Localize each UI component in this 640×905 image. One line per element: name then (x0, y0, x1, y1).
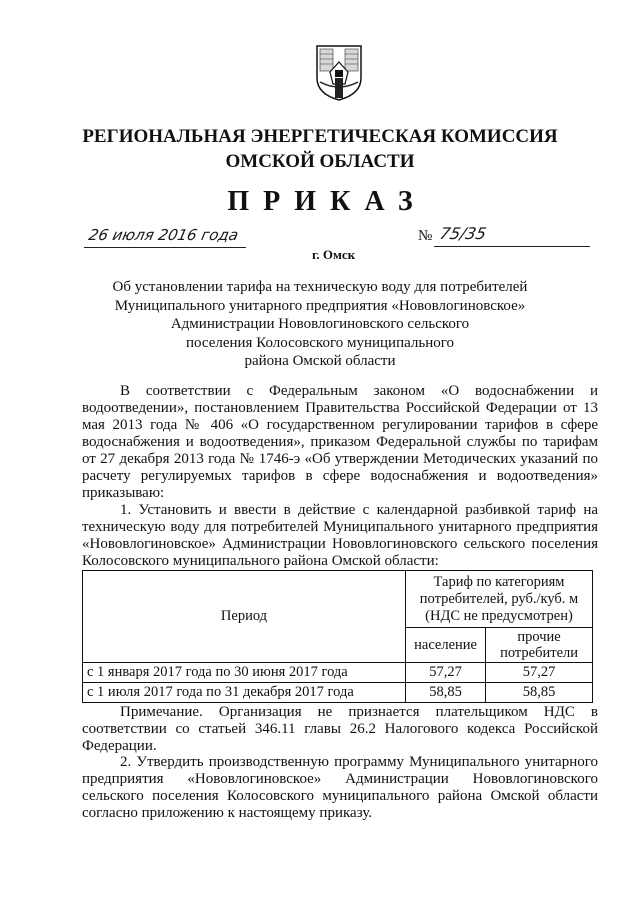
table-row (83, 683, 593, 703)
subject-line: Администрации Нововлогиновского сельского (170, 316, 470, 332)
table-header-row (83, 571, 593, 628)
city-label: г. Омск (312, 247, 356, 262)
organization-name-line1: РЕГИОНАЛЬНАЯ ЭНЕРГЕТИЧЕСКАЯ КОМИССИЯ (82, 126, 558, 147)
period-cell: с 1 июля 2017 года по 31 декабря 2017 года (83, 683, 406, 703)
subject-line: Об установлении тарифа на техническую воду для потребителей (112, 279, 528, 295)
subject-line: района Омской области (244, 353, 396, 369)
period-cell: с 1 января 2017 года по 30 июня 2017 года (83, 663, 406, 683)
organization-name-line2: ОМСКОЙ ОБЛАСТИ (225, 151, 415, 172)
item-2-paragraph: 2. Утвердить производственную программу Муниципального унитарного предприятия «Нововлогиновское» Администрации Нововлогиновского сельского поселения Колосовского муниципального района Омской области согласно приложению к настоящему приказу. (82, 754, 598, 821)
handwritten-order-number: 75/35 (437, 224, 489, 243)
other-tariff-cell: 57,27 (486, 663, 593, 683)
population-column-header: население (406, 628, 486, 663)
tariff-header: Тариф по категориям потребителей, руб./куб. м (НДС не предусмотрен) (406, 571, 593, 628)
tariff-table (82, 570, 593, 703)
coat-of-arms-emblem (314, 42, 364, 102)
other-consumers-column-header: прочие потребители (486, 628, 593, 663)
preamble-paragraph: В соответствии с Федеральным законом «О водоснабжении и водоотведении», постановлением Правительства Российской Федерации от 13 мая 2013 года № 406 «О государственном регулировании тарифов в сфере водоснабжения и водоотведения», приказом Федеральной службы по тарифам от 27 декабря 2013 года № 1746-э «Об утверждении Методических указаний по расчету регулируемых тарифов в сфере водоснабжения и водоотведения» приказываю: (82, 383, 598, 501)
other-tariff-cell: 58,85 (486, 683, 593, 703)
note-paragraph: Примечание. Организация не признается плательщиком НДС в соответствии со статьей 346.11 главы 26.2 Налогового кодекса Российской Федерации. (82, 704, 598, 754)
population-tariff-cell: 58,85 (406, 683, 486, 703)
subject-line: Муниципального унитарного предприятия «Нововлогиновское» (114, 297, 526, 314)
number-underline (434, 246, 590, 247)
subject-line: поселения Колосовского муниципального (185, 334, 455, 351)
item-1-paragraph: 1. Установить и ввести в действие с календарной разбивкой тариф на техническую воду для потребителей Муниципального унитарного предприятия «Нововлогиновское» Администрации Нововлогиновского сельского поселения Колосовского муниципального района Омской области: (82, 502, 598, 569)
handwritten-date: 26 июля 2016 года (87, 226, 241, 244)
number-label: № (418, 228, 433, 244)
table-row (83, 663, 593, 683)
period-header: Период (83, 571, 406, 663)
population-tariff-cell: 57,27 (406, 663, 486, 683)
document-title: ПРИКАЗ (227, 186, 427, 217)
date-underline (84, 247, 246, 248)
order-subject (100, 278, 540, 371)
